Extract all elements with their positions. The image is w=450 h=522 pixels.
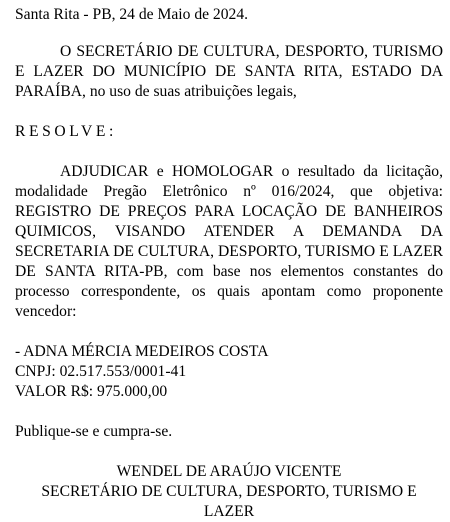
signatory-title-line-2: LAZER <box>203 503 255 520</box>
signatory-name: WENDEL DE ARAÚJO VICENTE <box>116 463 342 480</box>
date-line: Santa Rita - PB, 24 de Maio de 2024. <box>15 6 249 23</box>
winner-name: - ADNA MÉRCIA MEDEIROS COSTA <box>15 343 269 360</box>
decision-paragraph: ADJUDICAR e HOMOLOGAR o resultado da licitação, modalidade Pregão Eletrônico nº 016/2024, que objetiva: REGISTRO DE PREÇOS PARA LOCAÇÃO DE BANHEIROS QUIMICOS, VISANDO ATENDER A DEMANDA DA SECRETARIA DE CULTURA, DESPORTO, TURISMO E LAZER DE SANTA RITA-PB, com base nos elementos constantes do processo correspondente, os quais apontam como proponente vencedor: <box>15 163 443 320</box>
signatory-title-line-1: SECRETÁRIO DE CULTURA, DESPORTO, TURISMO E <box>41 483 417 500</box>
authority-paragraph: O SECRETÁRIO DE CULTURA, DESPORTO, TURISMO E LAZER DO MUNICÍPIO DE SANTA RITA, ESTADO DA PARAÍBA, no uso de suas atribuições legais, <box>15 43 443 100</box>
resolve-heading: RESOLVE: <box>15 123 117 140</box>
winner-value: VALOR R$: 975.000,00 <box>15 383 168 400</box>
closing-line: Publique-se e cumpra-se. <box>15 423 173 440</box>
signature-block <box>15 462 443 522</box>
document-page <box>15 5 443 522</box>
winner-cnpj: CNPJ: 02.517.553/0001-41 <box>15 363 187 380</box>
winner-block <box>15 342 443 402</box>
